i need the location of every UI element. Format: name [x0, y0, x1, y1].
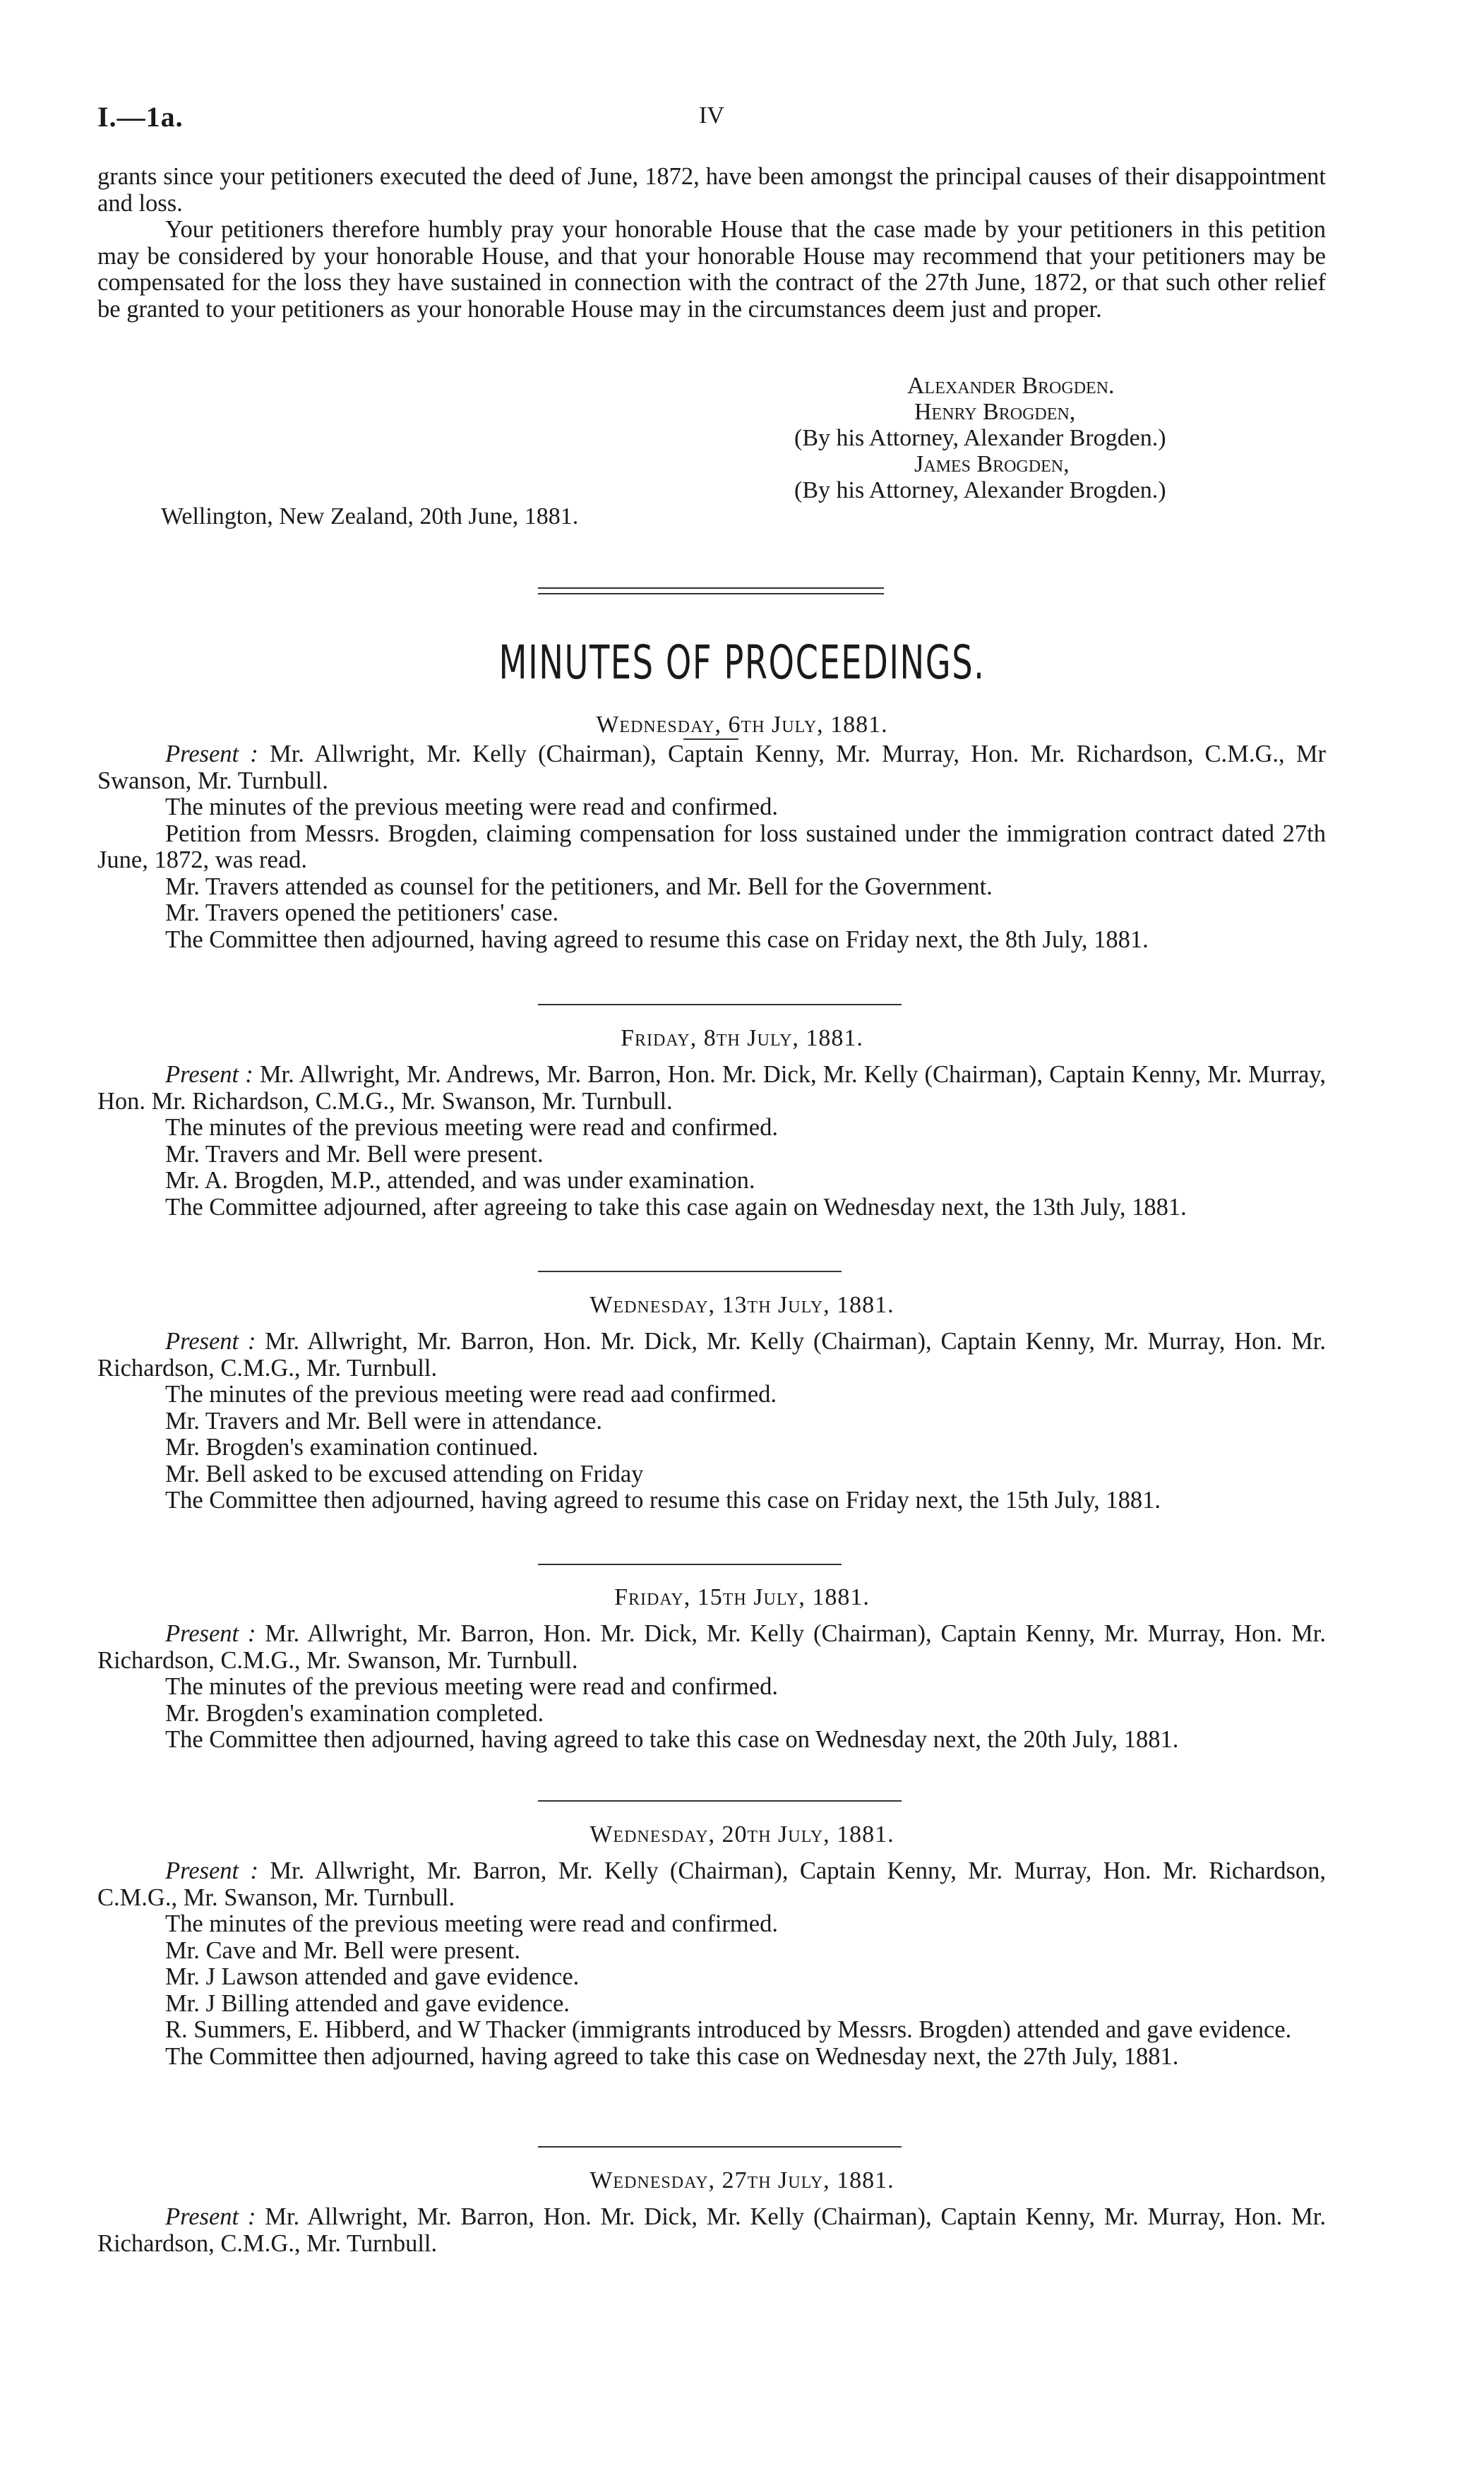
meeting-separator: [538, 2146, 902, 2148]
minute-entry: Mr. Bell asked to be excused attending on Friday: [165, 1460, 644, 1487]
present-label: Present :: [165, 741, 258, 767]
minute-entry: The minutes of the previous meeting were read and confirmed.: [165, 1114, 778, 1141]
present-list: Mr. Allwright, Mr. Barron, Hon. Mr. Dick, Mr. Kelly (Chairman), Captain Kenny, Mr. Murray, Hon. Mr. Richardson, C.M.G., Mr. Turnbull.: [97, 2203, 1326, 2257]
meeting-separator: [538, 1271, 842, 1272]
meeting-4: [97, 1621, 1326, 1754]
present-line: [97, 1329, 1326, 1382]
minute-entry: The Committee then adjourned, having agreed to take this case on Wednesday next, the 20th July, 1881.: [165, 1726, 1179, 1753]
minute-entry: The minutes of the previous meeting were read and confirmed.: [165, 1673, 778, 1700]
meeting-separator: [538, 1800, 902, 1802]
minute-entry: Mr. Brogden's examination continued.: [165, 1434, 539, 1461]
signature-james-brogden: James Brogden,: [914, 451, 1070, 477]
minute-entry: R. Summers, E. Hibberd, and W Thacker (immigrants introduced by Messrs. Brogden) attended and gave evidence.: [165, 2016, 1292, 2043]
meeting-1: [97, 741, 1326, 953]
minutes-title: MINUTES OF PROCEEDINGS.: [498, 635, 986, 690]
meeting-6: [97, 2204, 1326, 2257]
meeting-date: Wednesday, 27th July, 1881.: [590, 2167, 894, 2193]
petition-paragraph-2: Your petitioners therefore humbly pray your honorable House that the case made by your petitioners in this petition may be considered by your honorable House, and that your honorable House may recommend that your petitioners may be compensated for the loss they have sustained in connection with the contract of the 27th June, 1872, or that such other relief be granted to your petitioners as your honorable House may in the circumstances deem just and proper.: [97, 216, 1326, 323]
date-underline: [683, 738, 738, 740]
present-list: Mr. Allwright, Mr. Barron, Hon. Mr. Dick, Mr. Kelly (Chairman), Captain Kenny, Mr. Murray, Hon. Mr. Richardson, C.M.G., Mr. Swanson, Mr. Turnbull.: [97, 1620, 1326, 1674]
section-divider: [538, 587, 884, 594]
signature-henry-brogden: Henry Brogden,: [914, 399, 1076, 425]
signature-attorney-1: (By his Attorney, Alexander Brogden.): [794, 425, 1166, 451]
present-list: Mr. Allwright, Mr. Kelly (Chairman), Captain Kenny, Mr. Murray, Hon. Mr. Richardson, C.M.G., Mr Swanson, Mr. Turnbull.: [97, 741, 1326, 794]
meeting-separator: [538, 1564, 842, 1565]
present-line: [97, 741, 1326, 794]
present-line: [97, 1858, 1326, 1911]
minute-entry: The Committee then adjourned, having agreed to resume this case on Friday next, the 15th July, 1881.: [165, 1487, 1161, 1514]
present-label: Present :: [165, 2203, 256, 2230]
meeting-5: [97, 1858, 1326, 2070]
present-list: Mr. Allwright, Mr. Andrews, Mr. Barron, Hon. Mr. Dick, Mr. Kelly (Chairman), Captain Kenny, Mr. Murray, Hon. Mr. Richardson, C.M.G., Mr. Swanson, Mr. Turnbull.: [97, 1061, 1326, 1115]
signature-attorney-2: (By his Attorney, Alexander Brogden.): [794, 477, 1166, 503]
signature-alexander-brogden: Alexander Brogden.: [907, 373, 1115, 399]
minute-entry: The Committee then adjourned, having agreed to take this case on Wednesday next, the 27th July, 1881.: [165, 2042, 1179, 2070]
present-label: Present :: [165, 1061, 253, 1088]
minute-entry: The Committee adjourned, after agreeing to take this case again on Wednesday next, the 13th July, 1881.: [165, 1193, 1187, 1221]
present-label: Present :: [165, 1620, 256, 1647]
meeting-3: [97, 1329, 1326, 1514]
minute-entry: Mr. Cave and Mr. Bell were present.: [165, 1936, 520, 1964]
present-label: Present :: [165, 1857, 258, 1884]
minute-entry: The minutes of the previous meeting were read and confirmed.: [165, 1910, 778, 1937]
minute-entry: Mr. Travers and Mr. Bell were in attendance.: [165, 1407, 602, 1435]
meeting-date: Wednesday, 13th July, 1881.: [590, 1292, 894, 1318]
minute-entry: The minutes of the previous meeting were read aad confirmed.: [165, 1381, 777, 1408]
meeting-separator: [538, 1004, 902, 1005]
meeting-date: Friday, 15th July, 1881.: [614, 1584, 870, 1610]
present-list: Mr. Allwright, Mr. Barron, Mr. Kelly (Chairman), Captain Kenny, Mr. Murray, Hon. Mr. Richardson, C.M.G., Mr. Swanson, Mr. Turnbull.: [97, 1857, 1326, 1911]
petition-text: [97, 164, 1326, 323]
minute-entry: Mr. J Lawson attended and gave evidence.: [165, 1963, 580, 1990]
present-line: [97, 1062, 1326, 1115]
meeting-2: [97, 1062, 1326, 1221]
minute-entry: The minutes of the previous meeting were read and confirmed.: [165, 794, 778, 820]
minute-entry: Mr. A. Brogden, M.P., attended, and was under examination.: [165, 1167, 755, 1194]
meeting-date: Wednesday, 20th July, 1881.: [590, 1821, 894, 1848]
minute-entry: Mr. Brogden's examination completed.: [165, 1699, 544, 1727]
minute-entry: The Committee then adjourned, having agreed to resume this case on Friday next, the 8th July, 1881.: [165, 926, 1149, 953]
present-label: Present :: [165, 1328, 256, 1355]
meeting-date: Wednesday, 6th July, 1881.: [596, 712, 888, 738]
minute-entry: Mr. Travers opened the petitioners' case.: [165, 899, 559, 926]
present-line: [97, 1621, 1326, 1674]
minute-entry: Mr. J Billing attended and gave evidence.: [165, 1989, 570, 2017]
present-list: Mr. Allwright, Mr. Barron, Hon. Mr. Dick, Mr. Kelly (Chairman), Captain Kenny, Mr. Murray, Hon. Mr. Richardson, C.M.G., Mr. Turnbull.: [97, 1328, 1326, 1382]
paper-reference: I.—1a.: [97, 101, 184, 133]
minute-entry: Mr. Travers and Mr. Bell were present.: [165, 1140, 544, 1168]
meeting-date: Friday, 8th July, 1881.: [621, 1025, 863, 1051]
present-line: [97, 2204, 1326, 2257]
petition-paragraph-1: grants since your petitioners executed the deed of June, 1872, have been amongst the principal causes of their disappointment and loss.: [97, 163, 1326, 217]
minute-entry: Mr. Travers attended as counsel for the petitioners, and Mr. Bell for the Government.: [165, 873, 993, 900]
page-number: IV: [699, 102, 724, 128]
minute-entry: Petition from Messrs. Brogden, claiming compensation for loss sustained under the immigration contract dated 27th June, 1872, was read.: [97, 820, 1326, 873]
petition-place-date: Wellington, New Zealand, 20th June, 1881.: [161, 503, 579, 529]
